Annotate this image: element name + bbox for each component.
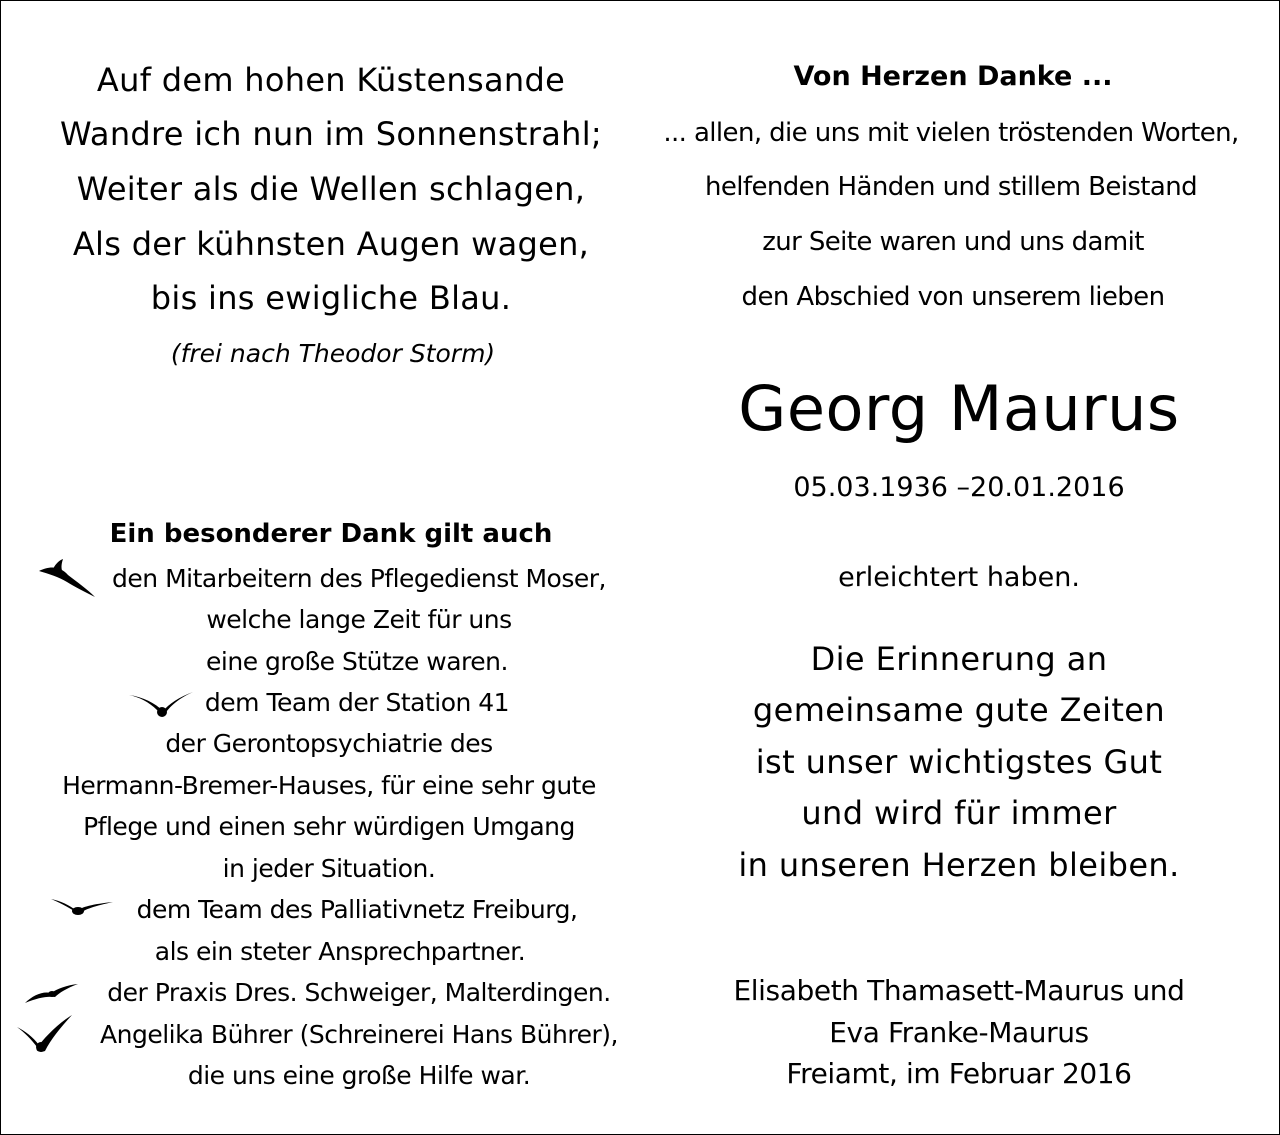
closing-text: erleichtert haben.: [838, 562, 1080, 593]
thanks-heading: Von Herzen Danke ...: [793, 61, 1113, 92]
poem-line: Weiter als die Wellen schlagen,: [76, 170, 586, 208]
thanks-line: eine große Stütze waren.: [206, 647, 508, 676]
intro-line: zur Seite waren und uns damit: [762, 227, 1144, 257]
signature-line: Freiamt, im Februar 2016: [786, 1057, 1132, 1090]
poem-line: Wandre ich nun im Sonnenstrahl;: [60, 115, 602, 153]
thanks-line: der Gerontopsychiatrie des: [165, 729, 493, 758]
thanks-line: die uns eine große Hilfe war.: [187, 1061, 531, 1090]
memory-line: und wird für immer: [801, 794, 1117, 832]
intro-line: helfenden Händen und stillem Beistand: [704, 172, 1198, 202]
seagull-icon: [25, 981, 79, 1007]
thanks-line: als ein steter Ansprechpartner.: [154, 937, 526, 966]
memory-line: gemeinsame gute Zeiten: [752, 691, 1166, 729]
seagull-icon: [129, 689, 195, 721]
thanks-line: dem Team des Palliativnetz Freiburg,: [136, 895, 578, 924]
signature-line: Elisabeth Thamasett-Maurus und: [733, 974, 1185, 1007]
life-dates: 05.03.1936 –20.01.2016: [793, 472, 1125, 503]
thanks-line: der Praxis Dres. Schweiger, Malterdingen.: [107, 978, 611, 1007]
intro-line: den Abschied von unserem lieben: [741, 282, 1165, 312]
thanks-line: dem Team der Station 41: [204, 688, 510, 717]
seagull-icon: [37, 557, 97, 599]
poem-line: Als der kühnsten Augen wagen,: [72, 225, 590, 263]
seagull-icon: [17, 1013, 73, 1055]
thanks-line: welche lange Zeit für uns: [206, 605, 512, 634]
memory-line: ist unser wichtigstes Gut: [755, 743, 1163, 781]
poem-line: Auf dem hohen Küstensande: [96, 61, 566, 99]
poem-attribution: (frei nach Theodor Storm): [170, 339, 496, 368]
thanks-line: in jeder Situation.: [222, 854, 436, 883]
thanks-line: Hermann-Bremer-Hauses, für eine sehr gute: [62, 771, 596, 800]
special-thanks-heading: Ein besonderer Dank gilt auch: [109, 519, 553, 549]
signature-line: Eva Franke-Maurus: [829, 1016, 1089, 1049]
memory-line: Die Erinnerung an: [810, 640, 1108, 678]
poem-line: bis ins ewigliche Blau.: [150, 279, 512, 317]
thanks-line: Pflege und einen sehr würdigen Umgang: [83, 812, 575, 841]
thanks-line: den Mitarbeitern des Pflegedienst Moser,: [112, 564, 606, 593]
thanks-line: Angelika Bührer (Schreinerei Hans Bührer),: [100, 1020, 618, 1049]
deceased-name: Georg Maurus: [738, 372, 1180, 445]
intro-line: ... allen, die uns mit vielen tröstenden Worten,: [663, 118, 1239, 148]
memory-line: in unseren Herzen bleiben.: [738, 846, 1180, 884]
seagull-icon: [51, 897, 115, 921]
